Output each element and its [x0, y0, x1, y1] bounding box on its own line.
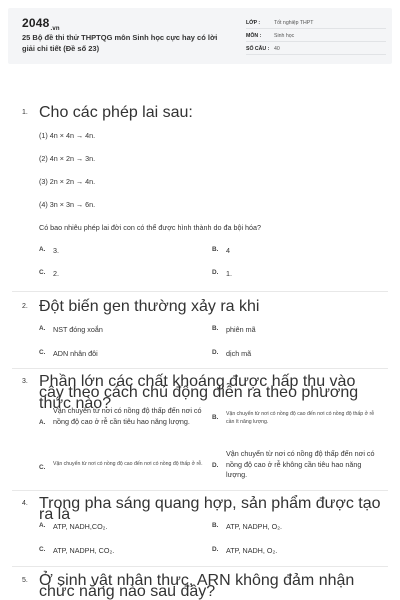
option-b[interactable]: [212, 522, 282, 531]
meta-row-class: [246, 16, 386, 29]
question-text: Đột biến gen thường xảy ra khi: [39, 298, 260, 315]
option-a[interactable]: [39, 406, 211, 427]
cross-item: (2) 4n × 2n → 3n.: [39, 154, 96, 163]
question-number: 4.: [22, 500, 28, 507]
meta-value: Sinh học: [274, 33, 295, 39]
option-letter: B.: [212, 414, 219, 421]
document-title: 25 Bộ đề thi thử THPTQG môn Sinh học cực hay có lời giải chi tiết (Đề số 23): [22, 33, 218, 53]
option-letter: B.: [212, 246, 219, 253]
cross-item: (1) 4n × 4n → 4n.: [39, 131, 96, 140]
meta-row-count: [246, 42, 386, 55]
option-text: ATP, NADPH, O₂.: [226, 522, 283, 531]
option-letter: D.: [212, 349, 219, 356]
option-a[interactable]: [39, 522, 107, 531]
meta-value: 40: [274, 46, 280, 52]
option-c[interactable]: [39, 349, 98, 358]
cross-item: (3) 2n × 2n → 4n.: [39, 177, 96, 186]
option-text: ATP, NADH, O₂.: [226, 546, 278, 555]
option-letter: D.: [212, 269, 219, 276]
option-a[interactable]: [39, 246, 59, 255]
question-text: Ở sinh vật nhân thực, ARN không đảm nhận chức năng nào sau đây?: [39, 572, 355, 600]
question-divider: [12, 566, 388, 567]
question-number: 2.: [22, 303, 28, 310]
option-letter: B.: [212, 325, 219, 332]
option-letter: A.: [39, 325, 46, 332]
option-text: ATP, NADPH, CO₂.: [53, 546, 115, 555]
meta-key: LỚP :: [246, 20, 261, 26]
option-letter: C.: [39, 464, 46, 471]
option-c[interactable]: [39, 546, 114, 555]
option-letter: B.: [212, 522, 219, 529]
option-d[interactable]: [212, 349, 251, 358]
question-divider: [12, 368, 388, 369]
option-d[interactable]: [212, 546, 277, 555]
logo-suffix: .vn: [50, 26, 60, 33]
question-text: Cho các phép lai sau:: [39, 104, 193, 121]
option-text: phiên mã: [226, 325, 256, 334]
option-letter: C.: [39, 269, 46, 276]
option-c[interactable]: [39, 460, 211, 471]
question-text: Phần lớn các chất khoáng được hấp thụ vào cây theo cách chủ động diễn ra theo phương thức nào?: [39, 373, 359, 412]
option-d[interactable]: [212, 449, 384, 481]
question-prompt: Có bao nhiêu phép lai đời con có thể được hình thành do đa bội hóa?: [39, 223, 262, 232]
option-text: Vận chuyển từ nơi có nồng độ cao đến nơi có nồng độ thấp ở rễ cần ít năng lượng.: [226, 411, 375, 425]
meta-row-subject: [246, 29, 386, 42]
document-header: [8, 8, 392, 64]
option-text: dịch mã: [226, 349, 252, 358]
option-text: Vận chuyển từ nơi có nồng độ thấp đến nơi có nồng độ cao ở rễ cần tiêu hao năng lượng.: [53, 406, 202, 426]
option-text: 2.: [53, 269, 59, 278]
document-meta: [246, 16, 386, 55]
question-number: 1.: [22, 109, 28, 116]
option-b[interactable]: [212, 410, 384, 426]
option-text: 4: [226, 246, 230, 255]
option-b[interactable]: [212, 246, 230, 255]
meta-value: Tốt nghiệp THPT: [274, 20, 314, 26]
question-divider: [12, 291, 388, 292]
option-letter: C.: [39, 349, 46, 356]
question-number: 3.: [22, 378, 28, 385]
option-letter: A.: [39, 419, 46, 426]
option-c[interactable]: [39, 269, 59, 278]
option-text: ATP, NADH,CO₂.: [53, 522, 108, 531]
option-letter: D.: [212, 462, 219, 469]
option-text: ADN nhân đôi: [53, 349, 98, 358]
meta-key: MÔN :: [246, 33, 262, 39]
option-letter: D.: [212, 546, 219, 553]
question-text: Trong pha sáng quang hợp, sản phẩm được tạo ra là: [39, 495, 381, 523]
question-number: 5.: [22, 577, 28, 584]
question-divider: [12, 490, 388, 491]
logo-text: 2048: [22, 16, 50, 30]
option-a[interactable]: [39, 325, 103, 334]
option-d[interactable]: [212, 269, 232, 278]
option-text: Vận chuyển từ nơi có nồng độ thấp đến nơi có nồng độ cao ở rễ không cần tiêu hao năng lượng.: [226, 449, 375, 479]
site-logo[interactable]: [22, 16, 60, 32]
option-letter: A.: [39, 522, 46, 529]
meta-key: SỐ CÂU :: [246, 46, 270, 52]
option-text: Vận chuyển từ nơi có nồng độ cao đến nơi có nồng độ thấp ở rễ.: [53, 461, 203, 467]
option-b[interactable]: [212, 325, 256, 334]
option-text: 3.: [53, 246, 59, 255]
option-text: 1.: [226, 269, 232, 278]
option-letter: A.: [39, 246, 46, 253]
cross-item: (4) 3n × 3n → 6n.: [39, 200, 96, 209]
option-letter: C.: [39, 546, 46, 553]
option-text: NST đóng xoắn: [53, 325, 103, 334]
